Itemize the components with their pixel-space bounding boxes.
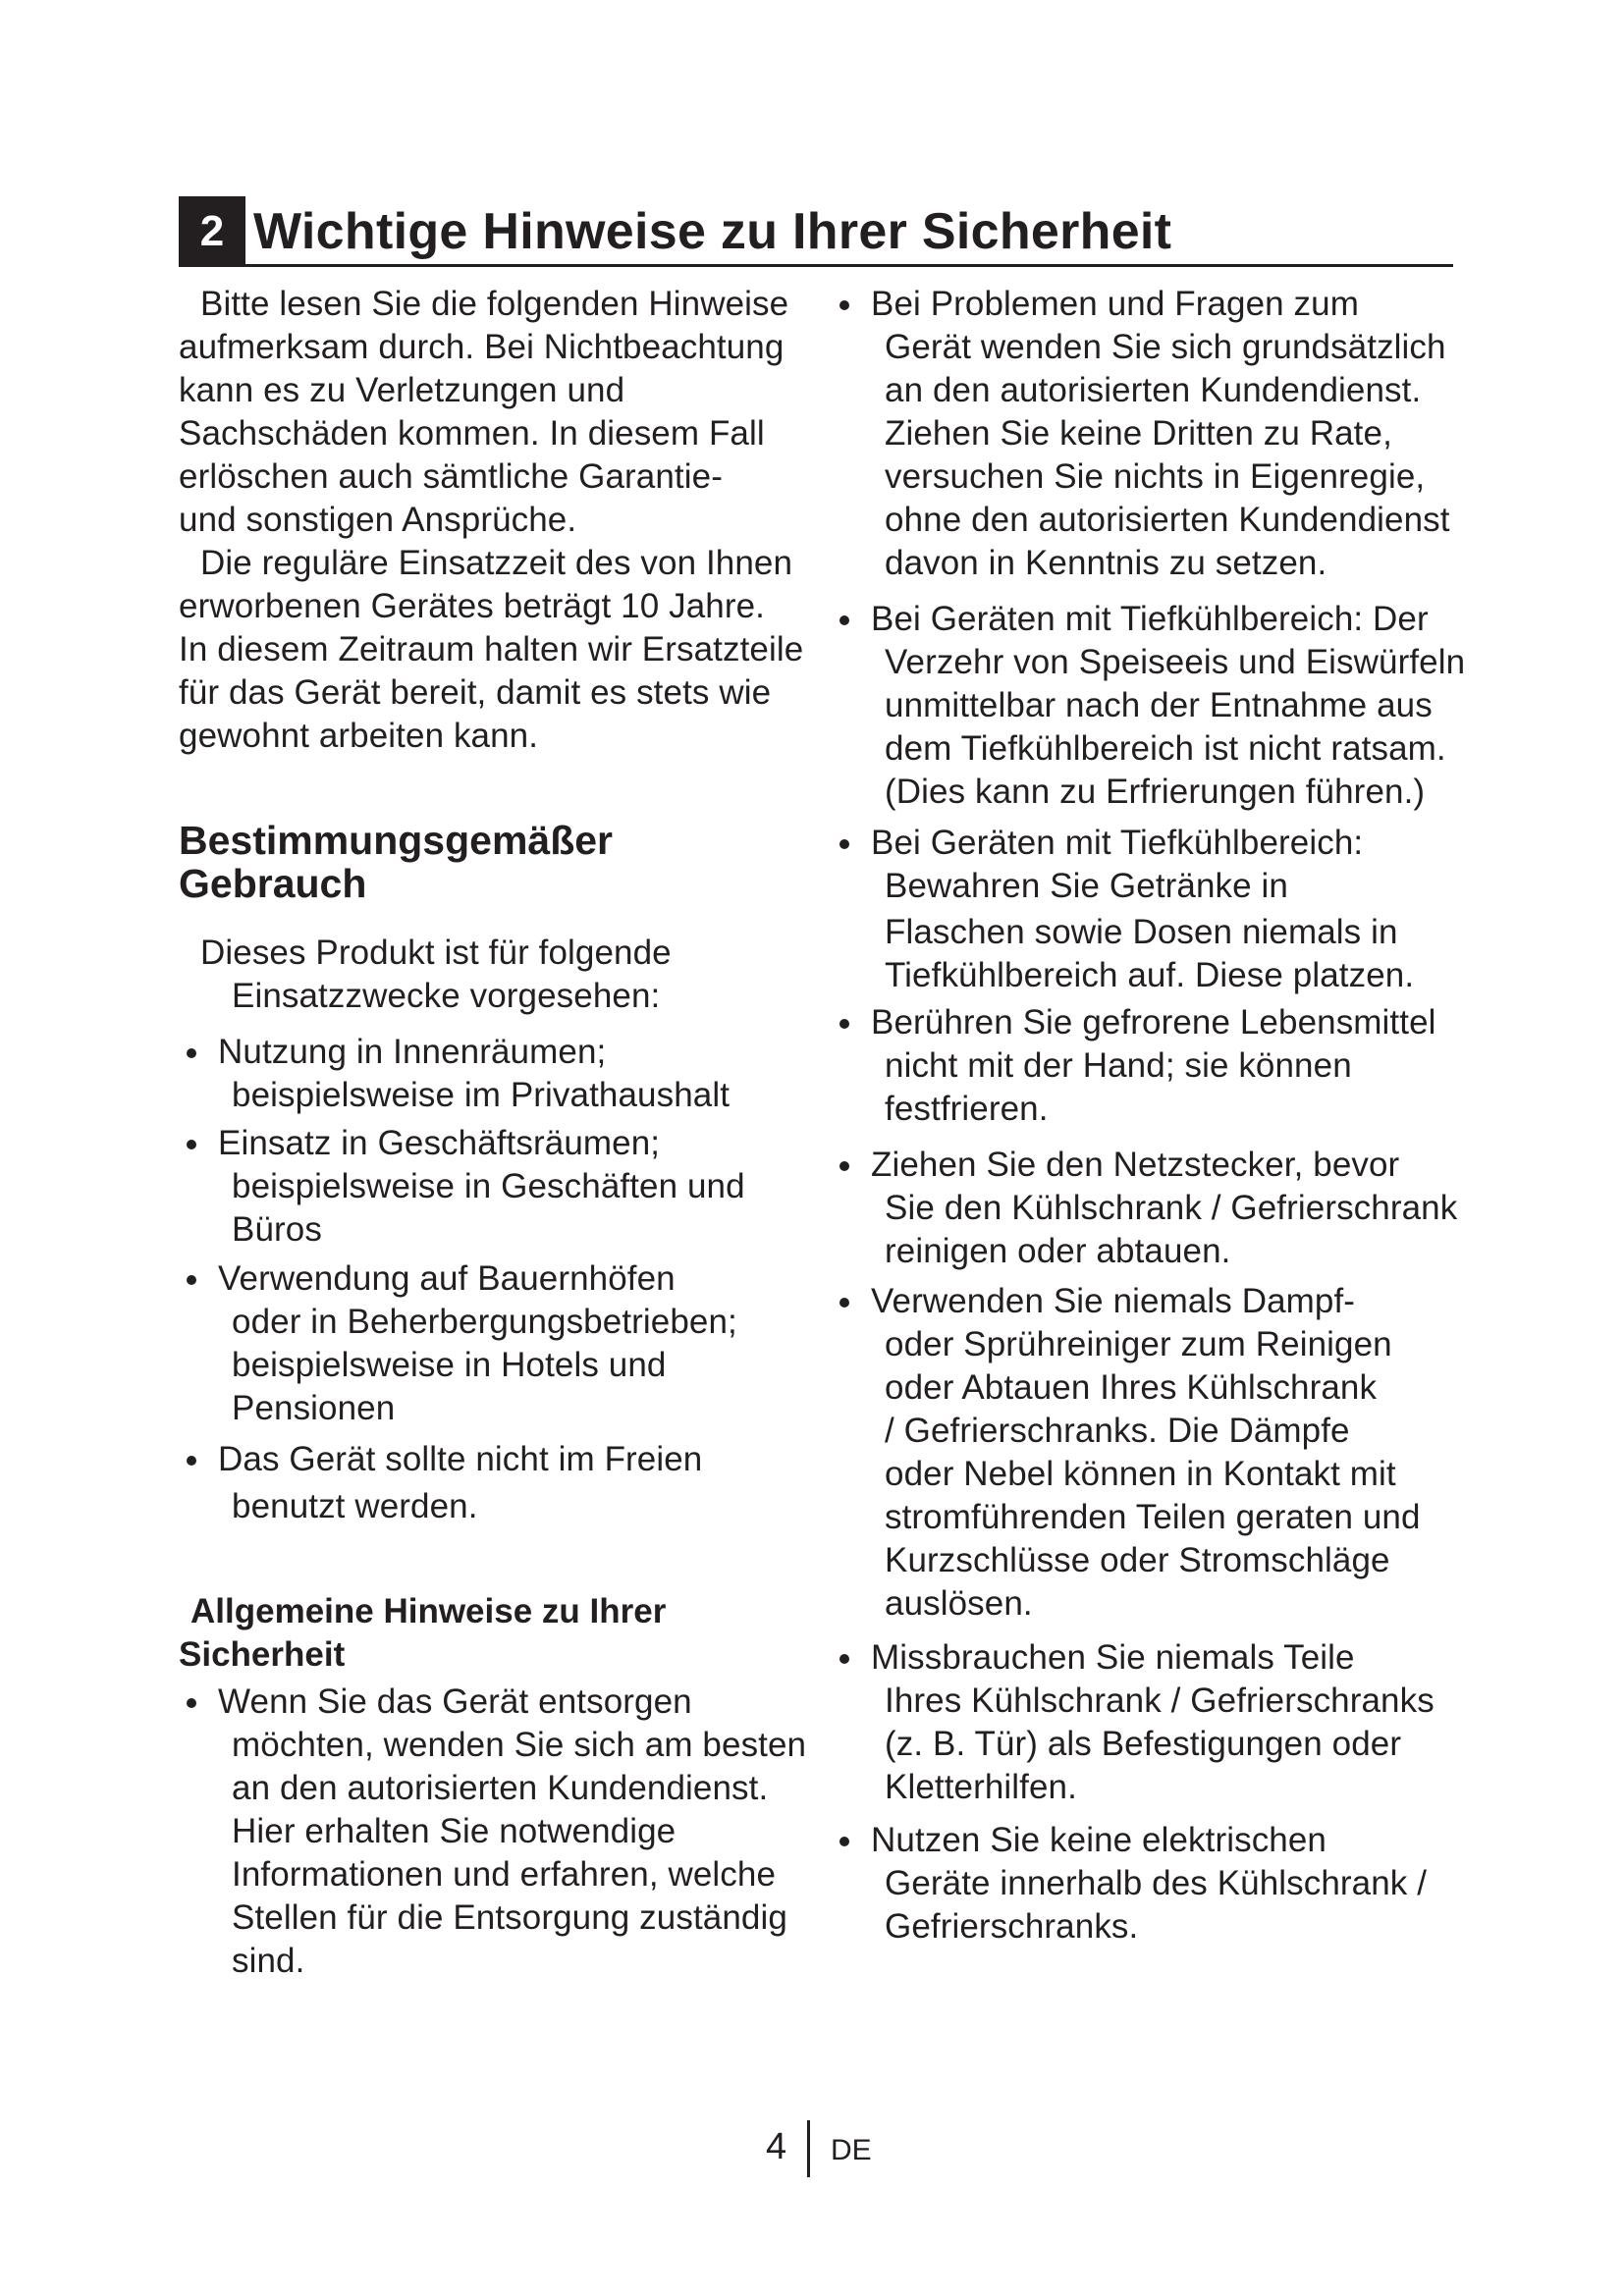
header-underline — [245, 264, 1453, 267]
bullet-icon — [839, 300, 849, 310]
intro-line: erlöschen auch sämtliche Garantie- — [179, 457, 723, 496]
list-item-line: unmittelbar nach der Entnahme aus — [885, 686, 1433, 724]
list-item-line: beispielsweise im Privathaushalt — [232, 1076, 731, 1114]
list-item-line: Verwendung auf Bauernhöfen — [218, 1259, 676, 1298]
list-item-line: davon in Kenntnis zu setzen. — [885, 544, 1327, 582]
list-item-line: Gerät wenden Sie sich grundsätzlich — [885, 328, 1446, 366]
list-item-line: Ihres Kühlschrank / Gefrierschranks — [885, 1682, 1435, 1720]
list-item-line: Kletterhilfen. — [885, 1768, 1077, 1806]
list-item-line: Gefrierschranks. — [885, 1907, 1139, 1946]
list-item-line: Tiefkühlbereich auf. Diese platzen. — [885, 956, 1415, 994]
bullet-icon — [187, 1048, 196, 1058]
bullet-icon — [839, 1298, 849, 1308]
list-item-line: an den autorisierten Kundendienst. — [232, 1769, 769, 1807]
list-item-line: Bei Geräten mit Tiefkühlbereich: Der — [871, 600, 1429, 638]
intro-line: und sonstigen Ansprüche. — [179, 501, 577, 539]
list-item-line: möchten, wenden Sie sich am besten — [232, 1726, 807, 1764]
subheading-line: Gebrauch — [179, 861, 367, 906]
list-item-line: Sie den Kühlschrank / Gefrierschrank — [885, 1189, 1458, 1227]
list-item-line: Flaschen sowie Dosen niemals in — [885, 913, 1398, 951]
list-item-line: oder in Beherbergungsbetrieben; — [232, 1303, 737, 1341]
intro-line: Sachschäden kommen. In diesem Fall — [179, 414, 765, 453]
list-item-line: Bei Geräten mit Tiefkühlbereich: — [871, 824, 1364, 862]
intro-line: Bitte lesen Sie die folgenden Hinweise — [200, 285, 789, 323]
page-number: 4 — [766, 2126, 787, 2167]
intro-line: Dieses Produkt ist für folgende — [200, 934, 672, 972]
list-item-line: Wenn Sie das Gerät entsorgen — [218, 1682, 692, 1721]
bullet-icon — [839, 1654, 849, 1664]
intro-line: In diesem Zeitraum halten wir Ersatzteile — [179, 630, 804, 668]
list-item-line: Hier erhalten Sie notwendige — [232, 1812, 677, 1850]
list-item-line: auslösen. — [885, 1584, 1033, 1623]
list-item-line: Stellen für die Entsorgung zuständig — [232, 1898, 787, 1937]
subheading-line: Bestimmungsgemäßer — [179, 818, 614, 863]
list-item-line: Geräte innerhalb des Kühlschrank / — [885, 1864, 1428, 1902]
list-item-line: oder Sprühreiniger zum Reinigen — [885, 1325, 1392, 1363]
list-item-line: Bewahren Sie Getränke in — [885, 867, 1288, 905]
list-item-line: Nutzen Sie keine elektrischen — [871, 1821, 1326, 1859]
list-item-line: Missbrauchen Sie niemals Teile — [871, 1638, 1355, 1677]
list-item-line: Ziehen Sie keine Dritten zu Rate, — [885, 414, 1392, 453]
list-item-line: Das Gerät sollte nicht im Freien — [218, 1440, 703, 1478]
list-item-line: nicht mit der Hand; sie können — [885, 1046, 1352, 1085]
list-item-line: Verwenden Sie niemals Dampf- — [871, 1282, 1356, 1320]
bullet-icon — [187, 1456, 196, 1466]
list-item-line: Büros — [232, 1210, 322, 1249]
footer-divider — [807, 2120, 810, 2177]
intro-line: kann es zu Verletzungen und — [179, 371, 625, 409]
list-item-line: Ziehen Sie den Netzstecker, bevor — [871, 1146, 1400, 1184]
list-item-line: dem Tiefkühlbereich ist nicht ratsam. — [885, 729, 1446, 768]
subheading-line: Allgemeine Hinweise zu Ihrer — [190, 1592, 667, 1630]
list-item-line: beispielsweise in Geschäften und — [232, 1167, 745, 1205]
list-item-line: Berühren Sie gefrorene Lebensmittel — [871, 1003, 1436, 1041]
list-item-line: oder Abtauen Ihres Kühlschrank — [885, 1368, 1378, 1407]
intro-line: Einsatzzwecke vorgesehen: — [232, 977, 661, 1015]
list-item-line: oder Nebel können in Kontakt mit — [885, 1455, 1396, 1493]
list-item-line: beispielsweise in Hotels und — [232, 1346, 667, 1384]
list-item-line: Nutzung in Innenräumen; — [218, 1033, 607, 1071]
bullet-icon — [187, 1698, 196, 1708]
list-item-line: / Gefrierschranks. Die Dämpfe — [885, 1412, 1350, 1450]
list-item-line: Kurzschlüsse oder Stromschläge — [885, 1541, 1390, 1579]
intro-line: gewohnt arbeiten kann. — [179, 717, 539, 755]
list-item-line: Verzehr von Speiseeis und Eiswürfeln — [885, 643, 1466, 681]
list-item-line: festfrieren. — [885, 1090, 1049, 1128]
list-item-line: Informationen und erfahren, welche — [232, 1855, 777, 1894]
intro-line: für das Gerät bereit, damit es stets wie — [179, 673, 772, 712]
list-item-line: ohne den autorisierten Kundendienst — [885, 501, 1450, 539]
list-item-line: benutzt werden. — [232, 1487, 478, 1525]
list-item-line: Bei Problemen und Fragen zum — [871, 285, 1359, 323]
list-item-line: (z. B. Tür) als Befestigungen oder — [885, 1725, 1402, 1763]
list-item-line: (Dies kann zu Erfrierungen führen.) — [885, 773, 1426, 811]
list-item-line: reinigen oder abtauen. — [885, 1232, 1231, 1270]
list-item-line: sind. — [232, 1942, 305, 1980]
list-item-line: versuchen Sie nichts in Eigenregie, — [885, 457, 1426, 496]
list-item-line: Einsatz in Geschäftsräumen; — [218, 1124, 661, 1162]
intro-line: aufmerksam durch. Bei Nichtbeachtung — [179, 328, 785, 366]
intro-line: erworbenen Gerätes beträgt 10 Jahre. — [179, 587, 766, 625]
bullet-icon — [839, 615, 849, 625]
bullet-icon — [839, 839, 849, 849]
language-code: DE — [831, 2134, 872, 2166]
section-header — [179, 196, 1453, 267]
intro-line: Die reguläre Einsatzzeit des von Ihnen — [200, 544, 793, 582]
bullet-icon — [187, 1275, 196, 1285]
bullet-icon — [187, 1140, 196, 1149]
subheading-line: Sicherheit — [179, 1635, 346, 1674]
section-title: Wichtige Hinweise zu Ihrer Sicherheit — [253, 203, 1172, 260]
section-number-badge: 2 — [179, 196, 245, 267]
list-item-line: Pensionen — [232, 1389, 396, 1427]
list-item-line: an den autorisierten Kundendienst. — [885, 371, 1422, 409]
list-item-line: stromführenden Teilen geraten und — [885, 1498, 1421, 1536]
bullet-icon — [839, 1837, 849, 1846]
bullet-icon — [839, 1019, 849, 1029]
bullet-icon — [839, 1161, 849, 1171]
